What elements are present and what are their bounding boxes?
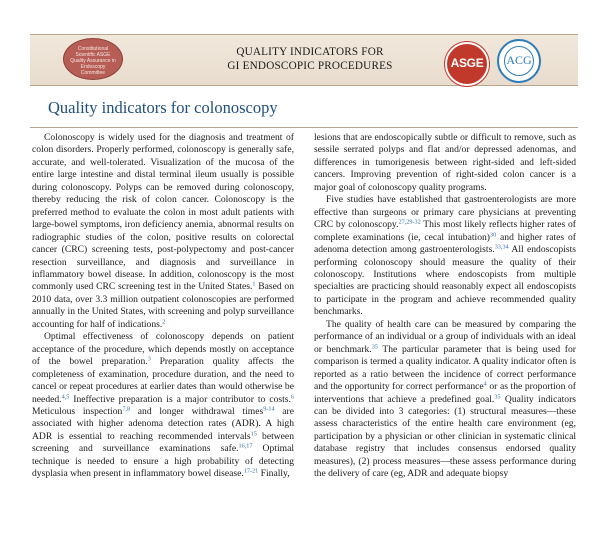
text-run: All endoscopists performing colonoscopy should measure the quality of their colonoscopy. Institutions where endoscopists from multiple specialties are practicing should reasonably expect all endoscopists to participate in the program and achieve recommended quality benchmarks. bbox=[314, 244, 577, 318]
right-column bbox=[314, 132, 576, 481]
text-run: and longer withdrawal times bbox=[130, 405, 264, 417]
text-run: The quality of health care can be measured by comparing the performance of an individual or a group of individuals with an ideal or benchmark. bbox=[314, 318, 576, 355]
committee-seal-logo bbox=[63, 38, 123, 80]
text-run: Colonoscopy is widely used for the diagnosis and treatment of colon disorders. Properly performed, colonoscopy is generally safe, accurate, and well-tolerated. Visualization of the mucosa of the entire large intestine and distal terminal ileum usually is possible during colonoscopy. Polyps can be removed during colonoscopy, thereby reducing the risk of colon cancer. Colonoscopy is the preferred method to evaluate the colon in most adult patients with large-bowel symptoms, iron deficiency anemia, abnormal results on radiographic studies of the colon, positive results on colorectal cancer (CRC) screening tests, post-polypectomy and post-cancer resection surveillance, and diagnosis and surveillance in inflammatory bowel disease. In addition, colonoscopy is the most commonly used CRC screening test in the United States. bbox=[32, 132, 294, 293]
left-column bbox=[32, 132, 294, 481]
text-run: Meticulous inspection bbox=[32, 405, 123, 417]
text-run: Based on 2010 data, over 3.3 million outpatient colonoscopies are performed annually in the United States, with screening and polyp surveillance accounting for half of indications. bbox=[32, 281, 294, 330]
series-title-line1: QUALITY INDICATORS FOR bbox=[236, 46, 384, 58]
asge-logo-text: ASGE bbox=[450, 56, 484, 70]
reference-link[interactable]: 35 bbox=[494, 393, 501, 401]
text-run: The particular parameter that is being used for comparison is termed a quality indicator. A quality indicator often is reported as a ratio between the incidence of correct performance and the opportunity for correct performance bbox=[314, 343, 576, 393]
reference-link[interactable]: 27,29-32 bbox=[398, 218, 421, 226]
text-run: This most likely reflects higher rates of complete examinations (ie, cecal intubation) bbox=[314, 219, 576, 243]
reference-link[interactable]: 17-21 bbox=[243, 467, 259, 475]
asge-logo bbox=[445, 42, 489, 86]
text-run: Preparation quality affects the completeness of examination, procedure duration, and the need to cancel or repeat procedures at earlier dates than would otherwise be needed. bbox=[32, 356, 295, 405]
left-paragraph-2 bbox=[32, 331, 294, 480]
reference-link[interactable]: 4 bbox=[483, 380, 487, 388]
reference-link[interactable]: 16,17 bbox=[238, 442, 253, 450]
reference-link[interactable]: 4,5 bbox=[61, 393, 70, 401]
reference-link[interactable]: 9-14 bbox=[263, 405, 275, 413]
reference-link[interactable]: 30 bbox=[489, 231, 497, 239]
text-run: Optimal technique is needed to ensure a high probability of detecting dysplasia when present in inflammatory bowel disease. bbox=[32, 443, 294, 480]
text-run: Five studies have established that gastroenterologists are more effective than surgeons or primary care physicians at preventing CRC by colonoscopy. bbox=[314, 194, 576, 231]
acg-logo bbox=[497, 39, 541, 83]
title-divider bbox=[30, 127, 578, 128]
text-run: are associated with higher adenoma detection rates (ADR). A high ADR is essential to reaching recommended intervals bbox=[32, 405, 295, 442]
series-title-line2: GI ENDOSCOPIC PROCEDURES bbox=[227, 60, 393, 72]
seal-text: Constitutional Scientific ASGE Quality Assurance in Endoscopy Committee bbox=[70, 46, 116, 76]
text-run: and higher rates of adenoma detection among gastroenterologists. bbox=[314, 231, 576, 256]
right-paragraph-2 bbox=[314, 194, 576, 319]
reference-link[interactable]: 6 bbox=[290, 393, 294, 401]
text-run: Optimal effectiveness of colonoscopy depends on patient acceptance of the procedure, which depends mostly on acceptance of the bowel preparation. bbox=[32, 331, 294, 368]
acg-logo-ring bbox=[504, 46, 534, 76]
acg-logo-text: ACG bbox=[506, 53, 532, 67]
left-paragraph-1 bbox=[32, 132, 294, 331]
reference-link[interactable]: 35 bbox=[371, 343, 378, 351]
journal-header-band bbox=[30, 34, 578, 86]
series-title bbox=[215, 45, 405, 73]
article-title: Quality indicators for colonoscopy bbox=[48, 98, 278, 117]
text-run: Quality indicators can be divided into 3 categories: (1) structural measures—these assess characteristics of the entire health care environment (eg, participation by a physician or other clinician in systematic clinical database registry that includes consensus endorsed quality measures), (2) process measures—these assess performance during the delivery of care (eg, ADR and adequate biopsy bbox=[314, 393, 577, 480]
reference-link[interactable]: 33,34 bbox=[494, 243, 509, 251]
right-paragraph-1: lesions that are endoscopically subtle or difficult to remove, such as sessile serrated polyps and flat and/or depressed adenomas, and differences in tumorigenesis between right-sided and left-sided cancers. Improving prevention of right-sided colon cancer is a major goal of colonoscopy quality programs. bbox=[314, 132, 576, 193]
reference-link[interactable]: 1 bbox=[252, 280, 256, 288]
text-run: Finally, bbox=[258, 468, 290, 480]
right-paragraph-3 bbox=[314, 319, 576, 481]
reference-link[interactable]: 2 bbox=[162, 318, 166, 326]
text-run: or as the proportion of interventions that achieve a predefined goal. bbox=[314, 381, 576, 405]
reference-link[interactable]: 15 bbox=[250, 430, 257, 438]
reference-link[interactable]: 3 bbox=[147, 355, 151, 363]
text-run: Ineffective preparation is a major contributor to costs. bbox=[69, 393, 291, 405]
reference-link[interactable]: 7,8 bbox=[122, 405, 131, 413]
text-run: between screening and surveillance examinations safe. bbox=[32, 430, 294, 455]
